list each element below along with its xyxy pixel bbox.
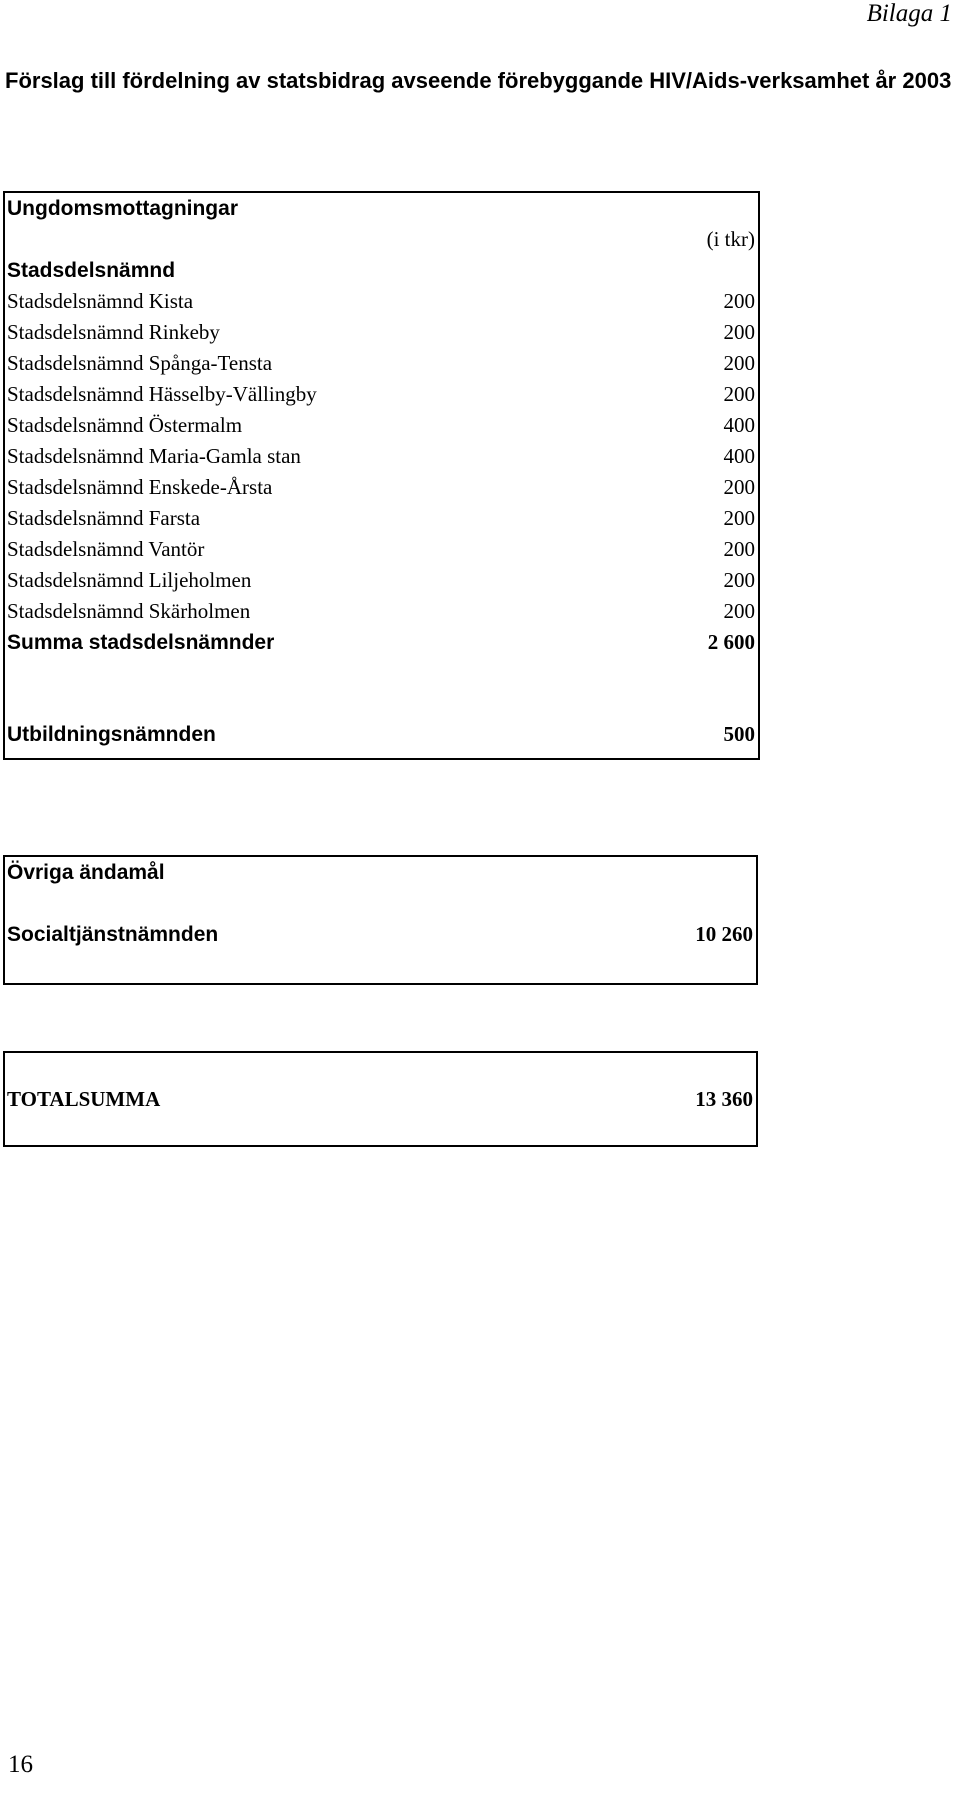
youth-clinics-table bbox=[3, 191, 760, 760]
table-row bbox=[7, 379, 755, 410]
table-row bbox=[7, 317, 755, 348]
table-row bbox=[7, 565, 755, 596]
row-value: 200 bbox=[723, 475, 755, 499]
table-row bbox=[7, 410, 755, 441]
row-value: 200 bbox=[723, 320, 755, 344]
table-row bbox=[7, 596, 755, 627]
other-purposes-table bbox=[3, 855, 758, 985]
section-heading-row bbox=[7, 193, 755, 224]
table-row bbox=[7, 472, 755, 503]
education-value: 500 bbox=[723, 722, 755, 746]
row-value: 200 bbox=[723, 568, 755, 592]
row-value: 400 bbox=[723, 413, 755, 437]
document-title: Förslag till fördelning av statsbidrag avseende förebyggande HIV/Aids-verksamhet år 2003 bbox=[5, 68, 952, 93]
social-services-row bbox=[7, 919, 753, 950]
table-row bbox=[7, 503, 755, 534]
education-label: Utbildningsnämnden bbox=[7, 723, 216, 746]
row-value: 200 bbox=[723, 382, 755, 406]
unit-label: (i tkr) bbox=[706, 227, 755, 251]
table-row bbox=[7, 441, 755, 472]
row-label: Stadsdelsnämnd Skärholmen bbox=[7, 599, 251, 623]
social-services-label: Socialtjänstnämnden bbox=[7, 923, 219, 946]
row-value: 200 bbox=[723, 351, 755, 375]
row-label: Stadsdelsnämnd Farsta bbox=[7, 506, 201, 530]
total-label: TOTALSUMMA bbox=[7, 1087, 161, 1111]
row-value: 200 bbox=[723, 506, 755, 530]
row-value: 400 bbox=[723, 444, 755, 468]
page-number: 16 bbox=[8, 1751, 33, 1778]
section-heading-row bbox=[7, 857, 753, 888]
row-label: Stadsdelsnämnd Östermalm bbox=[7, 413, 243, 437]
table-row bbox=[7, 348, 755, 379]
row-label: Stadsdelsnämnd Rinkeby bbox=[7, 320, 220, 344]
row-value: 200 bbox=[723, 289, 755, 313]
row-value: 200 bbox=[723, 599, 755, 623]
social-services-value: 10 260 bbox=[695, 922, 753, 946]
total-table bbox=[3, 1051, 758, 1147]
table-row bbox=[7, 286, 755, 317]
row-label: Stadsdelsnämnd Vantör bbox=[7, 537, 205, 561]
subheading: Stadsdelsnämnd bbox=[7, 259, 176, 282]
row-label: Stadsdelsnämnd Kista bbox=[7, 289, 194, 313]
row-value: 200 bbox=[723, 537, 755, 561]
appendix-label: Bilaga 1 bbox=[866, 0, 952, 27]
education-row bbox=[7, 719, 755, 750]
table-row bbox=[7, 534, 755, 565]
section-heading: Ungdomsmottagningar bbox=[7, 197, 238, 220]
unit-row bbox=[7, 224, 755, 255]
sum-row bbox=[7, 627, 755, 658]
total-value: 13 360 bbox=[695, 1087, 753, 1111]
row-label: Stadsdelsnämnd Liljeholmen bbox=[7, 568, 252, 592]
sum-label: Summa stadsdelsnämnder bbox=[7, 631, 275, 654]
total-row bbox=[7, 1084, 753, 1115]
section-heading: Övriga ändamål bbox=[7, 861, 165, 884]
row-label: Stadsdelsnämnd Hässelby-Vällingby bbox=[7, 382, 317, 406]
row-label: Stadsdelsnämnd Maria-Gamla stan bbox=[7, 444, 301, 468]
subheading-row bbox=[7, 255, 755, 286]
row-label: Stadsdelsnämnd Spånga-Tensta bbox=[7, 351, 273, 375]
sum-value: 2 600 bbox=[707, 630, 755, 654]
row-label: Stadsdelsnämnd Enskede-Årsta bbox=[7, 475, 273, 499]
